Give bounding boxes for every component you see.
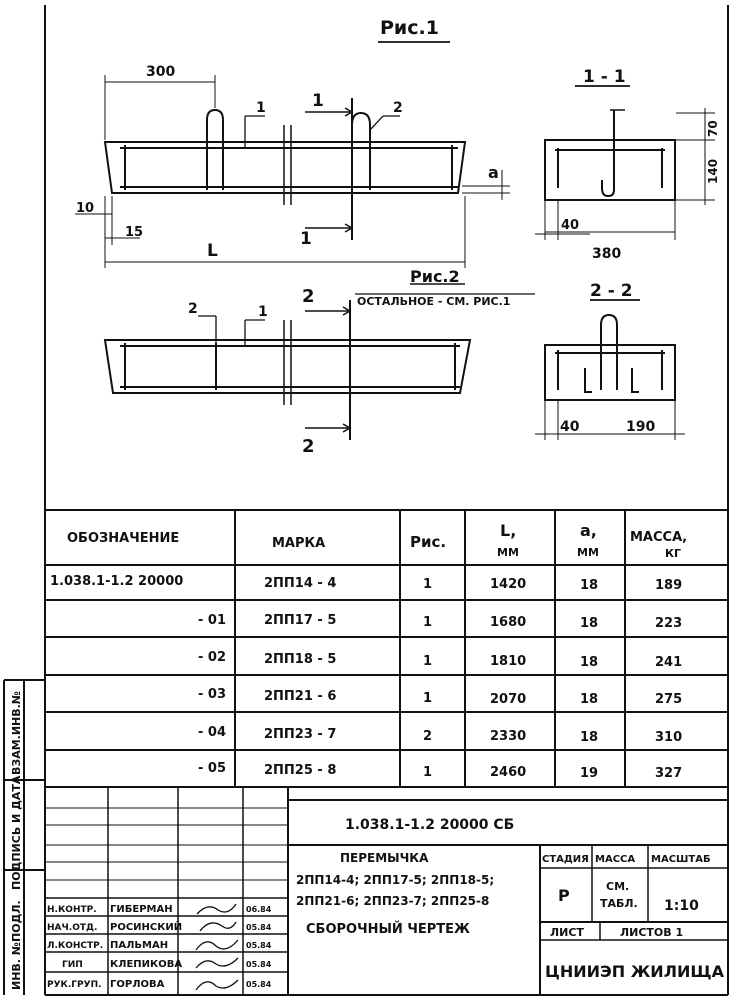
cell-a: 18 <box>580 655 599 670</box>
staff-role: НАЧ.ОТД. <box>47 923 98 933</box>
callout-2: 2 <box>393 100 403 116</box>
header-mass-unit: КГ <box>665 547 682 560</box>
cell-fig: 1 <box>423 654 433 669</box>
header-designation: ОБОЗНАЧЕНИЕ <box>67 531 180 546</box>
staff-row <box>47 920 272 933</box>
callout-1: 1 <box>256 100 266 116</box>
side-label-inventory-no: ИНВ. №ПОДЛ. <box>10 900 23 990</box>
header-a-unit: ММ <box>577 546 599 559</box>
section-1-1-title: 1 - 1 <box>583 67 626 87</box>
header-length-unit: ММ <box>497 546 519 559</box>
sheets-count-label: ЛИСТОВ 1 <box>620 926 684 939</box>
staff-date: 06.84 <box>246 905 272 914</box>
staff-name: ПАЛЬМАН <box>110 940 169 951</box>
staff-role: РУК.ГРУП. <box>47 980 102 990</box>
callout-1-fig2: 1 <box>258 304 268 320</box>
cell-fig: 1 <box>423 691 433 706</box>
cell-length: 1420 <box>490 577 527 592</box>
cell-mark: 2ПП14 - 4 <box>264 576 337 591</box>
staff-name: КЛЕПИКОВА <box>110 959 183 970</box>
staff-date: 05.84 <box>246 923 272 932</box>
dim-10: 10 <box>76 201 95 216</box>
cell-mass: 223 <box>655 616 683 631</box>
drawing-type: СБОРОЧНЫЙ ЧЕРТЕЖ <box>306 922 470 937</box>
cell-mark: 2ПП25 - 8 <box>264 763 337 778</box>
staff-row <box>47 940 272 951</box>
figure-1-title: Рис.1 <box>380 17 439 39</box>
staff-date: 05.84 <box>246 980 272 989</box>
staff-row <box>47 904 272 915</box>
table-row <box>198 761 682 781</box>
stage-label: СТАДИЯ <box>542 854 589 865</box>
section-2-2-title: 2 - 2 <box>590 281 633 301</box>
staff-name: РОСИНСКИЙ <box>110 922 183 933</box>
dim-140: 140 <box>706 158 720 184</box>
cell-mass: 327 <box>655 766 683 781</box>
staff-role: Л.КОНСТР. <box>47 941 104 951</box>
header-a: a, <box>580 521 597 540</box>
dim-300: 300 <box>146 64 176 80</box>
staff-date: 05.84 <box>246 960 272 969</box>
cell-length: 2330 <box>490 729 527 744</box>
cell-a: 18 <box>580 616 599 631</box>
scale-label: МАСШТАБ <box>651 854 711 865</box>
cell-fig: 1 <box>423 615 433 630</box>
document-code: 1.038.1-1.2 20000 СБ <box>345 817 515 833</box>
staff-row <box>62 959 272 970</box>
callout-2-fig2: 2 <box>188 301 198 317</box>
cell-a: 19 <box>580 766 599 781</box>
dim-a: a <box>488 163 499 182</box>
cell-fig: 1 <box>423 765 433 780</box>
section-2-2 <box>535 300 685 440</box>
dim-40-s1: 40 <box>561 218 580 233</box>
dim-70: 70 <box>706 120 720 137</box>
product-marks-line1: 2ПП14-4; 2ПП17-5; 2ПП18-5; <box>296 873 495 887</box>
header-mark: МАРКА <box>272 536 326 551</box>
cell-mark: 2ПП23 - 7 <box>264 727 337 742</box>
table-row <box>198 687 682 707</box>
cell-designation: - 04 <box>198 725 227 740</box>
organization-name: ЦНИИЭП ЖИЛИЩА <box>545 962 724 981</box>
product-marks-line2: 2ПП21-6; 2ПП23-7; 2ПП25-8 <box>296 894 490 908</box>
cell-designation: - 02 <box>198 650 227 665</box>
header-length: L, <box>500 521 517 540</box>
staff-role: Н.КОНТР. <box>47 905 97 915</box>
product-title: ПЕРЕМЫЧКА <box>340 851 429 865</box>
cell-fig: 2 <box>423 729 433 744</box>
cell-a: 18 <box>580 692 599 707</box>
figure-2-title: Рис.2 <box>410 267 460 286</box>
cell-mass: 189 <box>655 578 683 593</box>
section-mark-2-top: 2 <box>302 286 315 307</box>
section-mark-1-top: 1 <box>312 91 324 111</box>
table-row <box>50 574 682 593</box>
cell-mark: 2ПП21 - 6 <box>264 689 337 704</box>
staff-name: ГИБЕРМАН <box>110 904 173 915</box>
cell-mark: 2ПП17 - 5 <box>264 613 337 628</box>
table-row <box>198 613 682 631</box>
dim-15: 15 <box>125 225 144 240</box>
mass-value-line1: СМ. <box>606 880 630 893</box>
cell-designation: - 01 <box>198 613 227 628</box>
dim-40-s2: 40 <box>560 419 580 435</box>
spec-table-grid <box>45 510 728 787</box>
header-fig: Рис. <box>410 533 447 551</box>
stage-value: Р <box>558 886 570 905</box>
section-mark-2-bottom: 2 <box>302 436 315 457</box>
cell-mass: 241 <box>655 655 683 670</box>
header-mass: МАССА, <box>630 530 688 545</box>
table-header <box>67 521 687 560</box>
side-label-replaces-inv: ВЗАМ.ИНВ.№ <box>10 690 23 775</box>
mass-value-line2: ТАБЛ. <box>600 897 638 910</box>
cell-length: 2460 <box>490 765 527 780</box>
cell-designation: - 05 <box>198 761 227 776</box>
cell-length: 2070 <box>490 692 527 707</box>
cell-length: 1680 <box>490 615 527 630</box>
cell-mass: 310 <box>655 730 683 745</box>
table-row <box>198 650 682 670</box>
cell-a: 18 <box>580 578 599 593</box>
side-label-signature-date: ПОДПИСЬ И ДАТА <box>10 775 23 890</box>
figure-2-note: ОСТАЛЬНОЕ - СМ. РИС.1 <box>357 295 511 308</box>
staff-role: ГИП <box>62 960 83 970</box>
cell-a: 18 <box>580 730 599 745</box>
section-mark-1-bottom: 1 <box>300 229 312 249</box>
cell-mark: 2ПП18 - 5 <box>264 652 337 667</box>
dim-190: 190 <box>626 419 656 435</box>
scale-value: 1:10 <box>664 898 699 914</box>
dim-380: 380 <box>592 246 622 262</box>
section-1-1 <box>535 86 715 240</box>
cell-fig: 1 <box>423 577 433 592</box>
mass-label: МАССА <box>595 854 636 865</box>
staff-date: 05.84 <box>246 941 272 950</box>
cell-length: 1810 <box>490 654 527 669</box>
staff-name: ГОРЛОВА <box>110 979 165 990</box>
cell-designation: - 03 <box>198 687 227 702</box>
cell-mass: 275 <box>655 692 683 707</box>
cell-designation: 1.038.1-1.2 20000 <box>50 574 184 589</box>
dim-l: L <box>207 241 218 261</box>
table-row <box>198 725 682 745</box>
sheet-label: ЛИСТ <box>550 926 584 939</box>
